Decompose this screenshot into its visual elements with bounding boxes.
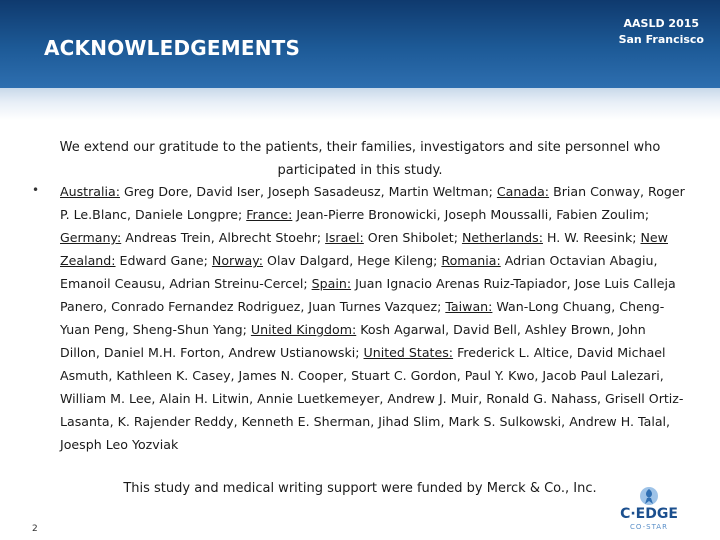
conference-name: AASLD 2015 xyxy=(623,17,700,30)
investigator-names: Olav Dalgard, Hege Kileng; xyxy=(263,253,442,268)
country-label: Australia: xyxy=(60,184,120,199)
intro-text: We extend our gratitude to the patients, their families, investigators and site personnel who participated in this study. xyxy=(59,140,661,178)
investigator-names: Kosh Agarwal, David Bell, Ashley Brown, John Dillon, Daniel M.H. Forton, Andrew Ustianowski; xyxy=(60,322,646,360)
investigator-names: Juan Ignacio Arenas Ruiz-Tapiador, Jose Luis Calleja Panero, Conrado Fernandez Rodriguez, Juan Turnes Vazquez; xyxy=(60,276,676,314)
investigator-names: Jean-Pierre Bronowicki, Joseph Moussalli, Fabien Zoulim; xyxy=(292,207,650,222)
investigator-names: Oren Shibolet; xyxy=(363,230,462,245)
conference-location: San Francisco xyxy=(618,33,704,46)
funding-statement: This study and medical writing support were funded by Merck & Co., Inc. xyxy=(123,481,597,496)
country-label: Israel: xyxy=(325,230,364,245)
investigator-names: Wan-Long Chuang, Cheng-Yuan Peng, Sheng-Shun Yang; xyxy=(60,299,665,337)
logo-name: C·EDGE xyxy=(620,506,678,522)
country-label: New Zealand: xyxy=(60,230,668,268)
investigator-names: Brian Conway, Roger P. Le.Blanc, Daniele Longpre; xyxy=(60,184,685,222)
country-label: Netherlands: xyxy=(461,230,543,245)
country-label: Germany: xyxy=(60,230,122,245)
acknowledgement-list xyxy=(60,180,685,456)
ribbon-logo-icon xyxy=(639,486,659,506)
investigator-names: Edward Gane; xyxy=(115,253,212,268)
page-number: 2 xyxy=(32,524,38,534)
investigator-names: Greg Dore, David Iser, Joseph Sasadeusz, Martin Weltman; xyxy=(119,184,497,199)
country-label: Canada: xyxy=(496,184,550,199)
bullet-icon: • xyxy=(32,183,40,197)
country-label: Taiwan: xyxy=(445,299,493,314)
logo xyxy=(614,486,684,534)
investigator-names: Adrian Octavian Abagiu, Emanoil Ceausu, Adrian Streinu-Cercel; xyxy=(60,253,658,291)
country-label: France: xyxy=(246,207,293,222)
header-gradient xyxy=(0,88,720,120)
country-label: United States: xyxy=(363,345,454,360)
conference-label xyxy=(619,16,704,48)
country-label: Spain: xyxy=(311,276,352,291)
investigator-names: Frederick L. Altice, David Michael Asmuth, Kathleen K. Casey, James N. Cooper, Stuart C. Gordon, Paul Y. Kwo, Jacob Paul Lalezari, William M. Lee, Alain H. Litwin, Annie Luetkemeyer, Andrew J. Muir, Ronald G. Nahass, Grisell Ortiz-Lasanta, K. Rajender Reddy, Kenneth E. Sherman, Jihad Slim, Mark S. Sulkowski, Andrew H. Talal, Joesph Leo Yozviak xyxy=(60,345,684,452)
investigator-names: Andreas Trein, Albrecht Stoehr; xyxy=(121,230,326,245)
country-label: United Kingdom: xyxy=(250,322,357,337)
country-label: Norway: xyxy=(211,253,264,268)
slide-title: ACKNOWLEDGEMENTS xyxy=(44,36,301,60)
logo-subtitle: CO-STAR xyxy=(630,523,668,531)
country-label: Romania: xyxy=(441,253,501,268)
investigator-names: H. W. Reesink; xyxy=(542,230,641,245)
